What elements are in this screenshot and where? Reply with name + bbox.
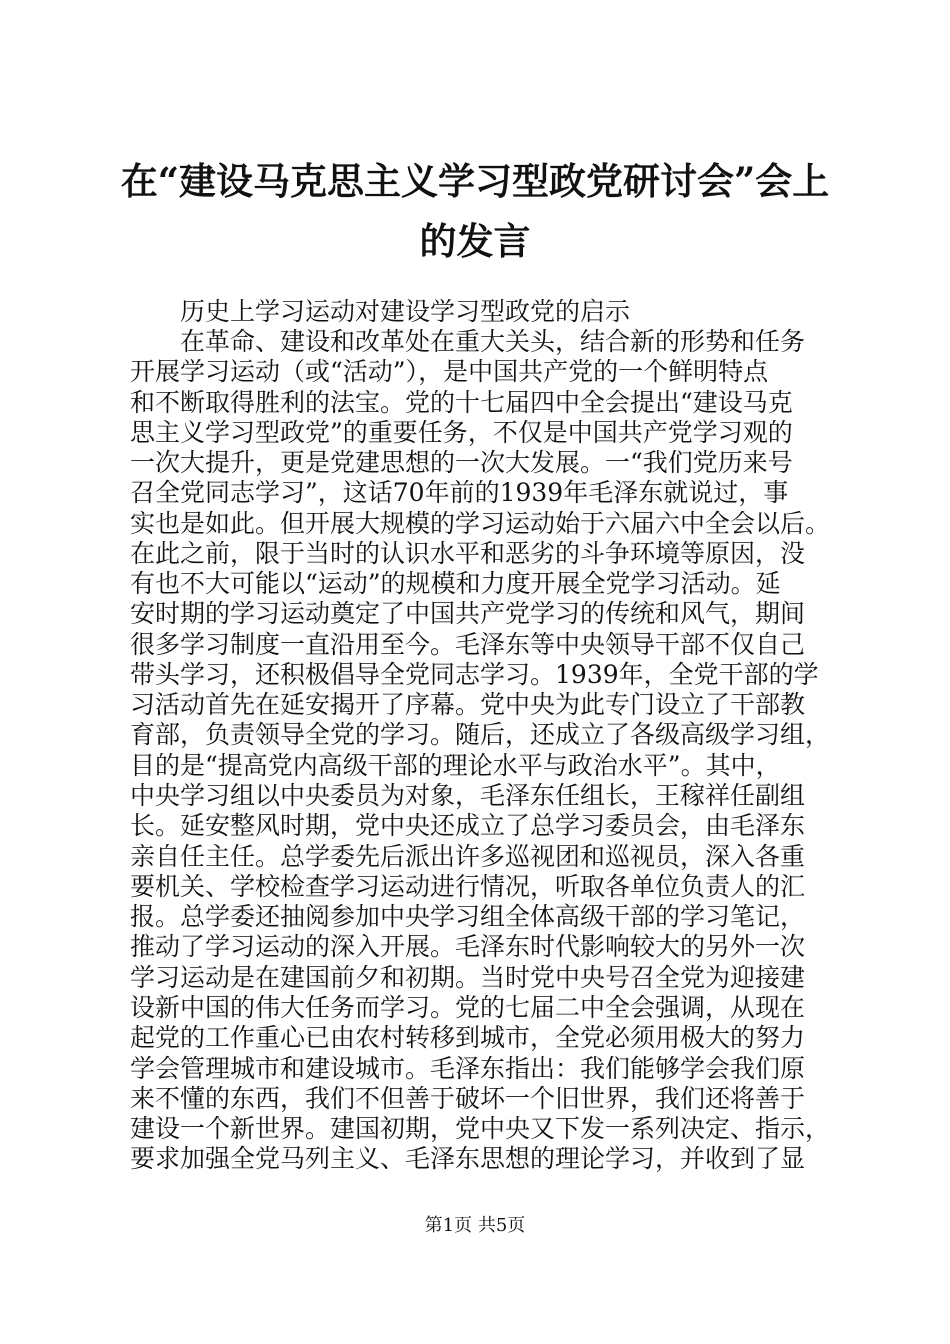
body-line: 起党的工作重心已由农村转移到城市，全党必须用极大的努力 (130, 1023, 806, 1052)
document-subtitle: 历史上学习运动对建设学习型政党的启示 (180, 297, 631, 326)
body-line: 长。延安整风时期，党中央还成立了总学习委员会，由毛泽东 (130, 811, 806, 840)
body-line: 建设一个新世界。建国初期，党中央又下发一系列决定、指示， (130, 1114, 831, 1143)
body-line: 一次大提升，更是党建思想的一次大发展。一“我们党历来号 (130, 448, 793, 477)
page-footer: 第1页 共5页 (424, 1215, 526, 1236)
body-line: 在此之前，限于当时的认识水平和恶劣的斗争环境等原因，没 (130, 539, 806, 568)
body-line: 设新中国的伟大任务而学习。党的七届二中全会强调，从现在 (130, 993, 806, 1022)
body-line: 亲自任主任。总学委先后派出许多巡视团和巡视员，深入各重 (130, 842, 806, 871)
body-line: 安时期的学习运动奠定了中国共产党学习的传统和风气，期间 (130, 599, 806, 628)
body-line: 思主义学习型政党”的重要任务，不仅是中国共产党学习观的 (130, 418, 793, 447)
body-line: 和不断取得胜利的法宝。党的十七届四中全会提出“建设马克 (130, 388, 793, 417)
body-line: 推动了学习运动的深入开展。毛泽东时代影响较大的另外一次 (130, 932, 806, 961)
body-line: 学会管理城市和建设城市。毛泽东指出：我们能够学会我们原 (130, 1054, 806, 1083)
body-line: 带头学习，还积极倡导全党同志学习。1939年，全党干部的学 (130, 660, 819, 689)
body-line: 开展学习运动（或“活动”），是中国共产党的一个鲜明特点 (130, 357, 769, 386)
body-line: 很多学习制度一直沿用至今。毛泽东等中央领导干部不仅自己 (130, 630, 806, 659)
body-line: 召全党同志学习”，这话70年前的1939年毛泽东就说过，事 (130, 478, 789, 507)
body-line: 实也是如此。但开展大规模的学习运动始于六届六中全会以后。 (130, 509, 831, 538)
document-title-line-2: 的发言 (419, 219, 531, 263)
body-line: 中央学习组以中央委员为对象，毛泽东任组长，王稼祥任副组 (130, 781, 806, 810)
body-line: 育部，负责领导全党的学习。随后，还成立了各级高级学习组， (130, 720, 831, 749)
body-line: 目的是“提高党内高级干部的理论水平与政治水平”。其中， (130, 751, 781, 780)
body-line: 习活动首先在延安揭开了序幕。党中央为此专门设立了干部教 (130, 690, 806, 719)
body-line: 有也不大可能以“运动”的规模和力度开展全党学习活动。延 (130, 569, 781, 598)
body-line: 要机关、学校检查学习运动进行情况，听取各单位负责人的汇 (130, 872, 806, 901)
body-line: 来不懂的东西，我们不但善于破坏一个旧世界，我们还将善于 (130, 1084, 806, 1113)
document-title-line-1: 在“建设马克思主义学习型政党研讨会”会上 (120, 159, 830, 203)
body-line: 在革命、建设和改革处在重大关头，结合新的形势和任务 (180, 327, 806, 356)
body-line: 报。总学委还抽阅参加中央学习组全体高级干部的学习笔记， (130, 902, 806, 931)
body-line: 学习运动是在建国前夕和初期。当时党中央号召全党为迎接建 (130, 963, 806, 992)
body-line: 要求加强全党马列主义、毛泽东思想的理论学习，并收到了显 (130, 1144, 806, 1173)
